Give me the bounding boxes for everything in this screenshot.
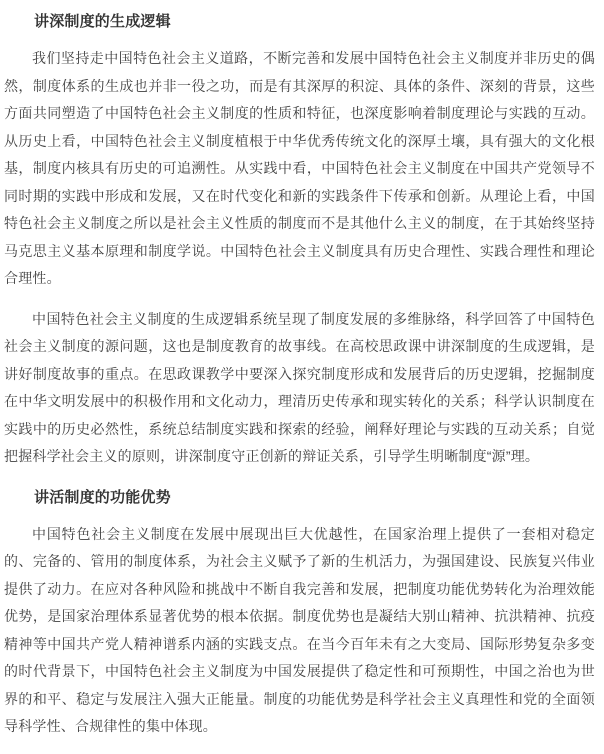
paragraph-generation-logic-2: 中国特色社会主义制度的生成逻辑系统呈现了制度发展的多维脉络，科学回答了中国特色社会主义制度的源问题，这也是制度教育的故事线。在高校思政课中讲深制度的生成逻辑，是讲好制度故事的重点。在思政课教学中要深入探究制度形成和发展背后的历史逻辑，挖掘制度在中华文明发展中的积极作用和文化动力，理清历史传承和现实转化的关系；科学认识制度在实践中的历史必然性，系统总结制度实践和探索的经验，阐释好理论与实践的互动关系；自觉把握科学社会主义的原则，讲深制度守正创新的辩证关系，引导学生明晰制度“源”理。 <box>4 310 595 464</box>
section-heading-functional-advantages: 讲活制度的功能优势 <box>34 488 171 506</box>
paragraph-generation-logic-1: 我们坚持走中国特色社会主义道路，不断完善和发展中国特色社会主义制度并非历史的偶然，制度体系的生成也并非一役之功，而是有其深厚的积淀、具体的条件、深刻的背景，这些方面共同塑造了中国特色社会主义制度的性质和特征，也深度影响着制度理论与实践的互动。从历史上看，中国特色社会主义制度植根于中华优秀传统文化的深厚土壤，具有强大的文化根基，制度内核具有历史的可追溯性。从实践中看，中国特色社会主义制度在中国共产党领导不同时期的实践中形成和发展，又在时代变化和新的实践条件下传承和创新。从理论上看，中国特色社会主义制度之所以是社会主义性质的制度而不是其他什么主义的制度，在于其始终坚持马克思主义基本原理和制度学说。中国特色社会主义制度具有历史合理性、实践合理性和理论合理性。 <box>4 50 595 286</box>
paragraph-functional-advantages-1: 中国特色社会主义制度在发展中展现出巨大优越性，在国家治理上提供了一套相对稳定的、完备的、管用的制度体系，为社会主义赋予了新的生机活力，为强国建设、民族复兴伟业提供了动力。在应对各种风险和挑战中不断自我完善和发展，把制度功能优势转化为治理效能优势，是国家治理体系显著优势的根本依据。制度优势也是凝结大别山精神、抗洪精神、抗疫精神等中国共产党人精神谱系内涵的实践支点。在当今百年未有之大变局、国际形势复杂多变的时代背景下，中国特色社会主义制度为中国发展提供了稳定性和可预期性，中国之治也为世界的和平、稳定与发展注入强大正能量。制度的功能优势是科学社会主义真理性和党的全面领导科学性、合规律性的集中体现。 <box>4 525 595 734</box>
section-heading-generation-logic: 讲深制度的生成逻辑 <box>34 13 171 30</box>
